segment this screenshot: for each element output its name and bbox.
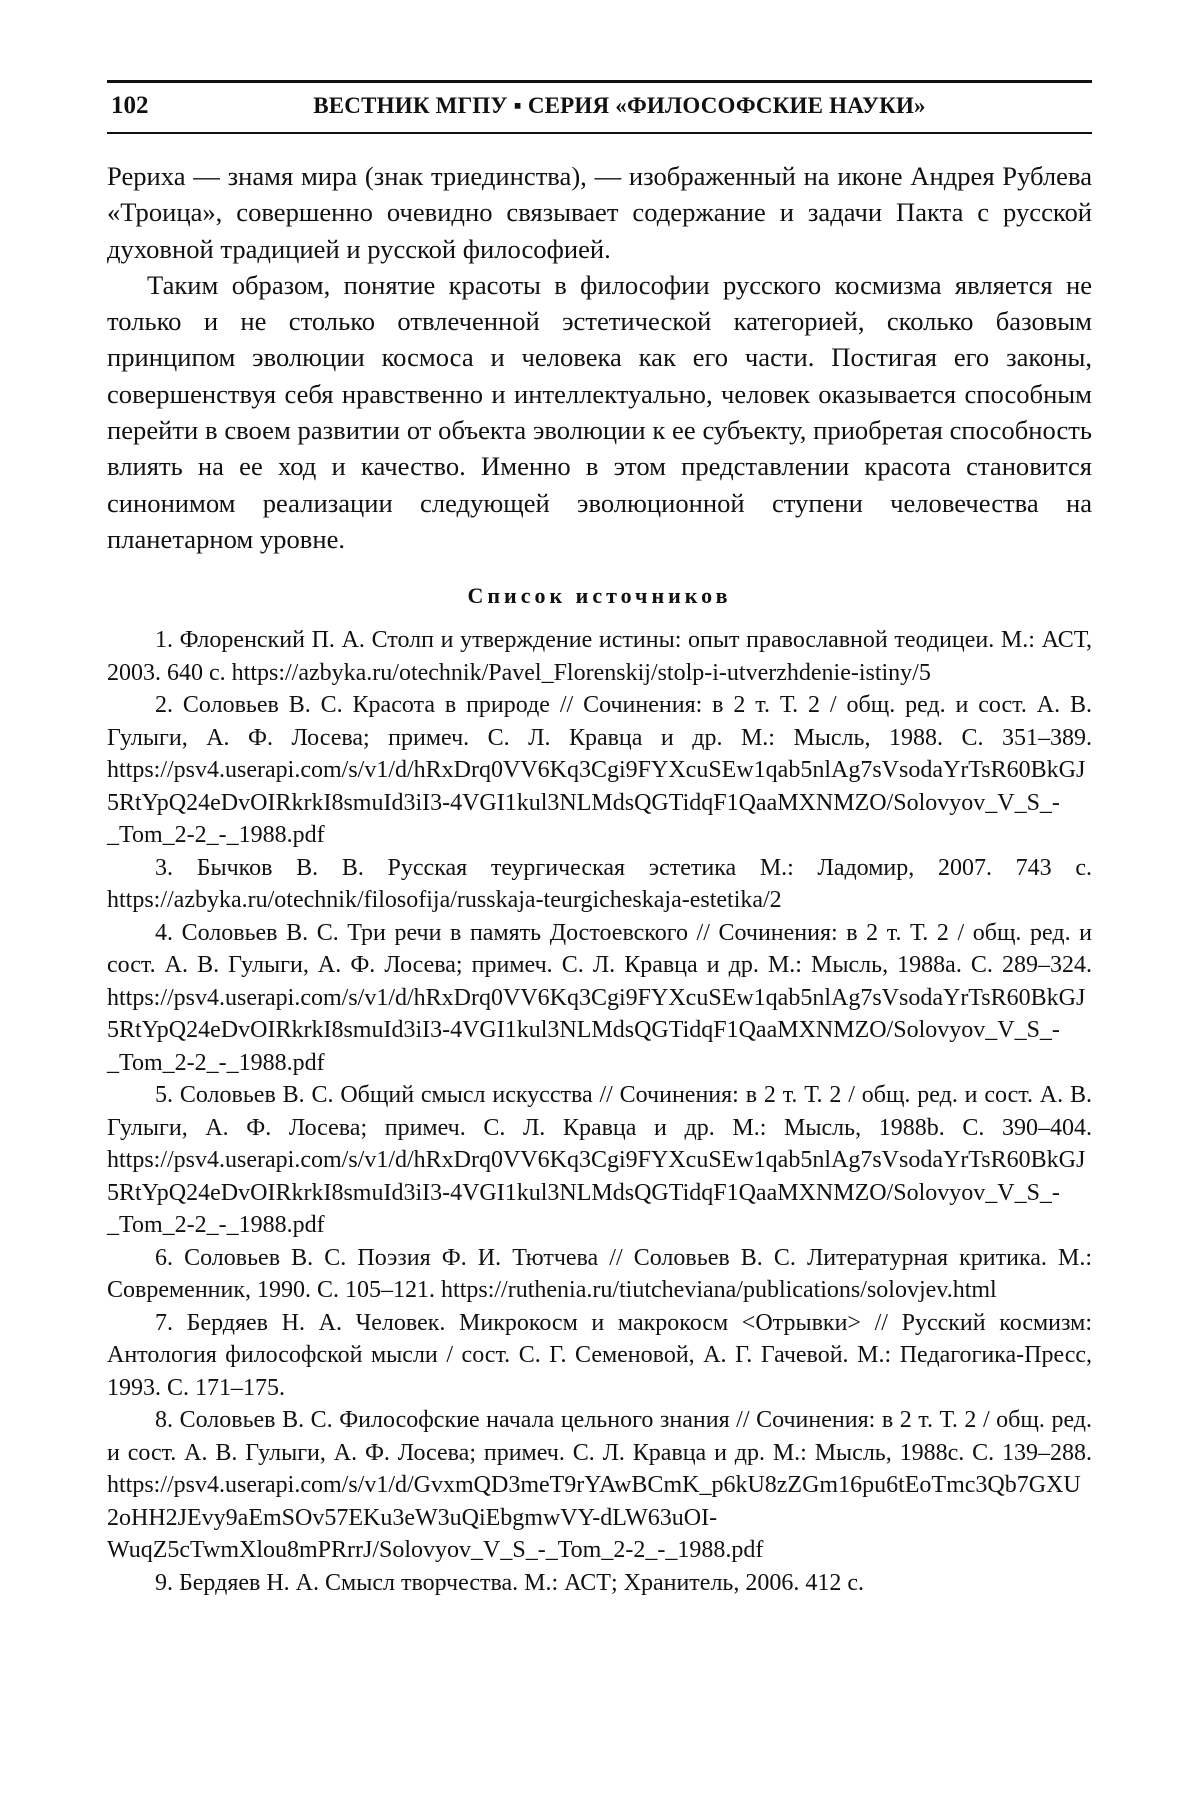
running-title: ВЕСТНИК МГПУ ▪ СЕРИЯ «ФИЛОСОФСКИЕ НАУКИ» (313, 93, 926, 118)
reference-item: 7. Бердяев Н. А. Человек. Микрокосм и макрокосм <Отрывки> // Русский космизм: Антология философской мысли / сост. С. Г. Семеновой, А. Г. Гачевой. М.: Педагогика-Пресс, 1993. С. 171–175. (107, 1309, 1092, 1401)
page-header (107, 80, 1092, 134)
paragraph: Таким образом, понятие красоты в философии русского космизма является не только и не столько отвлеченной эстетической категорией, сколько базовым принципом эволюции космоса и человека как его части. Постигая его законы, совершенствуя себя нравственно и интеллектуально, человек оказывается способным перейти в своем развитии от объекта эволюции к ее субъекту, приобретая способность влиять на ее ход и качество. Именно в этом представлении красота становится синонимом реализации следующей эволюционной ступени человечества на планетарном уровне. (107, 269, 1092, 554)
reference-item: 9. Бердяев Н. А. Смысл творчества. М.: АСТ; Хранитель, 2006. 412 с. (155, 1569, 865, 1596)
reference-item: 6. Соловьев В. С. Поэзия Ф. И. Тютчева // Соловьев В. С. Литературная критика. М.: Современник, 1990. С. 105–121. https://ruthenia.ru/tiutcheviana/publications/solovjev.html (107, 1244, 1092, 1303)
page-number: 102 (111, 92, 149, 119)
reference-item: 1. Флоренский П. А. Столп и утверждение истины: опыт православной теодицеи. М.: АСТ, 2003. 640 с. https://azbyka.ru/otechnik/Pavel_Florenskij/stolp-i-utverzhdenie-istiny/5 (107, 627, 1092, 686)
paragraph: Рериха — знамя мира (знак триединства), — изображенный на иконе Андрея Рублева «Троица», совершенно очевидно связывает содержание и задачи Пакта с русской духовной традицией и русской философией. (107, 161, 1092, 264)
reference-item: 4. Соловьев В. С. Три речи в память Достоевского // Сочинения: в 2 т. Т. 2 / общ. ред. и сост. А. В. Гулыги, А. Ф. Лосева; примеч. С. Л. Кравца и др. М.: Мысль, 1988a. С. 289–324. https://psv4.userapi.com/s/v1/d/hRxDrq0VV6Kq3Cgi9FYXcuSEw1qab5nlAg7sVsodaYrTsR60BkGJ5RtYpQ24eDvOIRkrkI8smuId3iI3-4VGI1kul3NLMdsQGTidqF1QaaMXNMZO/Solovyov_V_S_-_Tom_2-2_-_1988.pdf (107, 919, 1092, 1076)
references-list (107, 624, 1092, 1599)
reference-item: 2. Соловьев В. С. Красота в природе // Сочинения: в 2 т. Т. 2 / общ. ред. и сост. А. В. Гулыги, А. Ф. Лосева; примеч. С. Л. Кравца и др. М.: Мысль, 1988. С. 351–389. https://psv4.userapi.com/s/v1/d/hRxDrq0VV6Kq3Cgi9FYXcuSEw1qab5nlAg7sVsodaYrTsR60BkGJ5RtYpQ24eDvOIRkrkI8smuId3iI3-4VGI1kul3NLMdsQGTidqF1QaaMXNMZO/Solovyov_V_S_-_Tom_2-2_-_1988.pdf (107, 692, 1092, 848)
reference-item: 8. Соловьев В. С. Философские начала цельного знания // Сочинения: в 2 т. Т. 2 / общ. ред. и сост. А. В. Гулыги, А. Ф. Лосева; примеч. С. Л. Кравца и др. М.: Мысль, 1988c. С. 139–288. https://psv4.userapi.com/s/v1/d/GvxmQD3meT9rYAwBCmK_p6kU8zZGm16pu6tEoTmc3Qb7GXU2oHH2JEvy9aEmSOv57EKu3eW3uQiEbgmwVY-dLW63uOI-WuqZ5cTwmXlou8mPRrrJ/Solovyov_V_S_-_Tom_2-2_-_1988.pdf (107, 1407, 1092, 1563)
reference-item: 3. Бычков В. В. Русская теургическая эстетика М.: Ладомир, 2007. 743 с. https://azbyka.ru/otechnik/filosofija/russkaja-teurgicheskaja-estetika/2 (107, 854, 1092, 913)
reference-item: 5. Соловьев В. С. Общий смысл искусства // Сочинения: в 2 т. Т. 2 / общ. ред. и сост. А. В. Гулыги, А. Ф. Лосева; примеч. С. Л. Кравца и др. М.: Мысль, 1988b. С. 390–404. https://psv4.userapi.com/s/v1/d/hRxDrq0VV6Kq3Cgi9FYXcuSEw1qab5nlAg7sVsodaYrTsR60BkGJ5RtYpQ24eDvOIRkrkI8smuId3iI3-4VGI1kul3NLMdsQGTidqF1QaaMXNMZO/Solovyov_V_S_-_Tom_2-2_-_1988.pdf (107, 1082, 1092, 1238)
main-text (107, 158, 1092, 557)
references-title: Список источников (467, 583, 732, 608)
